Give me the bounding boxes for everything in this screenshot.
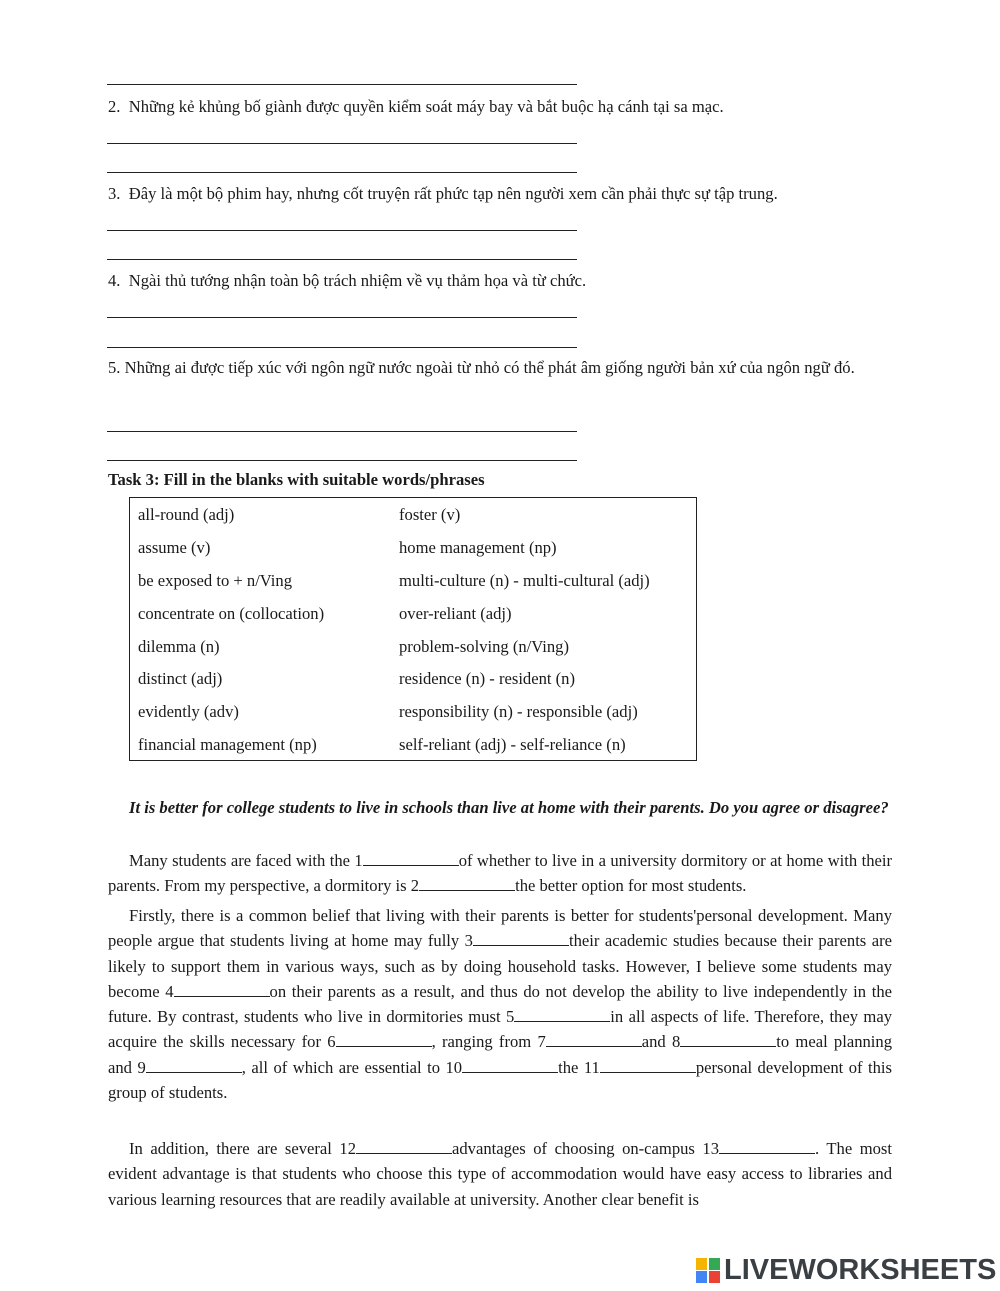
vocab-item: concentrate on (collocation)	[138, 604, 325, 623]
question-5: 5. Những ai được tiếp xúc với ngôn ngữ nước ngoài từ nhỏ có thể phát âm giống người bản xứ của ngôn ngữ đó.	[108, 358, 855, 377]
blank-11[interactable]	[600, 1058, 696, 1073]
answer-line[interactable]	[107, 230, 577, 231]
liveworksheets-logo-icon	[696, 1256, 722, 1284]
vocab-item: assume (v)	[138, 538, 211, 557]
vocab-item: responsibility (n) - responsible (adj)	[399, 702, 638, 721]
blank-3[interactable]	[473, 931, 569, 946]
logo-text: LIVEWORKSHEETS	[724, 1253, 997, 1286]
blank-10[interactable]	[462, 1058, 558, 1073]
vocab-item: distinct (adj)	[138, 669, 223, 688]
vocab-item: residence (n) - resident (n)	[399, 669, 575, 688]
vocab-item: home management (np)	[399, 538, 557, 557]
vocab-item: financial management (np)	[138, 735, 317, 754]
blank-8[interactable]	[680, 1032, 776, 1047]
essay-paragraph-1: Many students are faced with the 1 of whether to live in a university dormitory or at home with their parents. From my perspective, a dormitory is 2 the better option for most students.	[108, 851, 892, 896]
blank-13[interactable]	[719, 1139, 815, 1154]
answer-line[interactable]	[107, 259, 577, 260]
question-3: 3. Đây là một bộ phim hay, nhưng cốt truyện rất phức tạp nên người xem cần phải thực sự tập trung.	[108, 184, 778, 203]
vocab-item: problem-solving (n/Ving)	[399, 637, 569, 656]
answer-line[interactable]	[107, 347, 577, 348]
liveworksheets-logo	[696, 1253, 996, 1287]
blank-5[interactable]	[514, 1007, 610, 1022]
blank-1[interactable]	[363, 851, 459, 866]
vocab-item: self-reliant (adj) - self-reliance (n)	[399, 735, 626, 754]
question-4: 4. Ngài thủ tướng nhận toàn bộ trách nhiệm về vụ thảm họa và từ chức.	[108, 271, 587, 290]
vocab-item: dilemma (n)	[138, 637, 220, 656]
blank-9[interactable]	[146, 1058, 242, 1073]
essay-prompt: It is better for college students to live in schools than live at home with their parents. Do you agree or disagree?	[129, 798, 889, 817]
answer-line[interactable]	[107, 143, 577, 144]
answer-line[interactable]	[107, 84, 577, 85]
blank-6[interactable]	[336, 1032, 432, 1047]
answer-line[interactable]	[107, 317, 577, 318]
blank-12[interactable]	[356, 1139, 452, 1154]
essay-paragraph-2: Firstly, there is a common belief that living with their parents is better for students'personal development. Many people argue that students living at home may fully 3 their academic studies because their parents are likely to support them in various ways, such as by doing household tasks. However, I believe some students may become 4 on their parents as a result, and thus do not develop the ability to live independently in the future. By contrast, students who live in dormitories must 5 in all aspects of life. Therefore, they may acquire the skills necessary for 6 , ranging from 7 and 8 to meal planning and 9 , all of which are essential to 10 the 11 personal development of this group of students.	[108, 906, 893, 1103]
blank-7[interactable]	[546, 1032, 642, 1047]
vocab-item: evidently (adv)	[138, 702, 239, 721]
question-2: 2. Những kẻ khủng bố giành được quyền kiểm soát máy bay và bắt buộc hạ cánh tại sa mạc.	[108, 97, 724, 116]
vocab-box	[129, 497, 697, 761]
blank-2[interactable]	[419, 876, 515, 891]
essay-paragraph-3: In addition, there are several 12 advantages of choosing on-campus 13 . The most evident advantage is that students who choose this type of accommodation would have easy access to libraries and various learning resources that are readily available at university. Another clear benefit is	[108, 1139, 892, 1209]
vocab-item: foster (v)	[399, 505, 461, 524]
vocab-item: over-reliant (adj)	[399, 604, 512, 623]
task-title: Task 3: Fill in the blanks with suitable words/phrases	[108, 470, 485, 489]
vocab-item: all-round (adj)	[138, 505, 235, 524]
vocab-item: multi-culture (n) - multi-cultural (adj)	[399, 571, 650, 590]
answer-line[interactable]	[107, 431, 577, 432]
answer-line[interactable]	[107, 172, 577, 173]
blank-4[interactable]	[174, 982, 270, 997]
vocab-item: be exposed to + n/Ving	[138, 571, 292, 590]
answer-line[interactable]	[107, 460, 577, 461]
